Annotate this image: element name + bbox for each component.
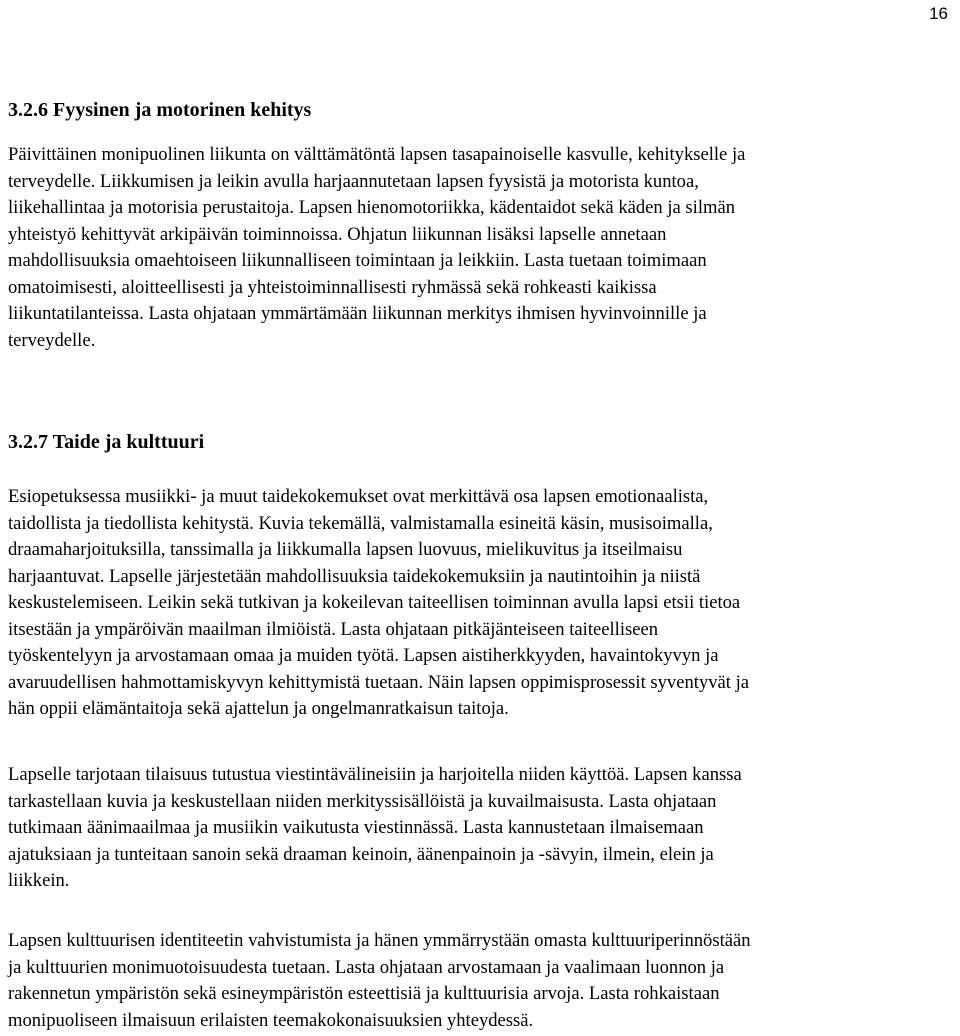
section-heading-3-2-7: 3.2.7 Taide ja kulttuuri xyxy=(8,431,205,453)
paragraph-3-2-7-3: Lapsen kulttuurisen identiteetin vahvistumista ja hänen ymmärrystään omasta kulttuuriperinnöstään ja kulttuurien monimuotoisuudesta tuetaan. Lasta ohjataan arvostamaan ja vaalimaan luonnon ja rakennetun ympäristön sekä esineympäristön esteettisiä ja kulttuurisia arvoja. Lasta rohkaistaan monipuoliseen ilmaisuun erilaisten teemakokonaisuuksien yhteydessä. xyxy=(8,930,751,1031)
paragraph-3-2-7-2: Lapselle tarjotaan tilaisuus tutustua viestintävälineisiin ja harjoitella niiden käyttöä. Lapsen kanssa tarkastellaan kuvia ja keskustellaan niiden merkityssisällöistä ja kuvailmaisusta. Lasta ohjataan tutkimaan äänimaailmaa ja musiikin vaikutusta viestinnässä. Lasta kannustetaan ilmaisemaan ajatuksiaan ja tunteitaan sanoin sekä draaman keinoin, äänenpainoin ja -sävyin, ilmein, elein ja liikkein. xyxy=(8,764,742,891)
section-heading-3-2-6: 3.2.6 Fyysinen ja motorinen kehitys xyxy=(8,99,312,121)
page-number: 16 xyxy=(929,4,948,23)
paragraph-3-2-7-1: Esiopetuksessa musiikki- ja muut taidekokemukset ovat merkittävä osa lapsen emotionaalista, taidollista ja tiedollista kehitystä. Kuvia tekemällä, valmistamalla esineitä käsin, musisoimalla, draamaharjoituksilla, tanssimalla ja liikkumalla lapsen luovuus, mielikuvitus ja itseilmaisu harjaantuvat. Lapselle järjestetään mahdollisuuksia taidekokemuksiin ja nautintoihin ja niistä keskustelemiseen. Leikin sekä tutkivan ja kokeilevan taiteellisen toiminnan avulla lapsi etsii tietoa itsestään ja ympäröivän maailman ilmiöistä. Lasta ohjataan pitkäjänteiseen taiteelliseen työskentelyyn ja arvostamaan omaa ja muiden työtä. Lapsen aistiherkkyyden, havaintokyvyn ja avaruudellisen hahmottamiskyvyn kehittymistä tuetaan. Näin lapsen oppimisprosessit syventyvät ja hän oppii elämäntaitoja sekä ajattelun ja ongelmanratkaisun taitoja. xyxy=(8,486,750,719)
paragraph-3-2-6: Päivittäinen monipuolinen liikunta on välttämätöntä lapsen tasapainoiselle kasvulle, kehitykselle ja terveydelle. Liikkumisen ja leikin avulla harjaannutetaan lapsen fyysistä ja motorista kuntoa, liikehallintaa ja motorisia perustaitoja. Lapsen hienomotoriikka, kädentaidot sekä käden ja silmän yhteistyö kehittyvät arkipäivän toiminnoissa. Ohjatun liikunnan lisäksi lapselle annetaan mahdollisuuksia omaehtoiseen liikunnalliseen toimintaan ja leikkiin. Lasta tuetaan toimimaan omatoimisesti, aloitteellisesti ja yhteistoiminnallisesti ryhmässä sekä rohkeasti kaikissa liikuntatilanteissa. Lasta ohjataan ymmärtämään liikunnan merkitys ihmisen hyvinvoinnille ja terveydelle. xyxy=(8,144,746,351)
